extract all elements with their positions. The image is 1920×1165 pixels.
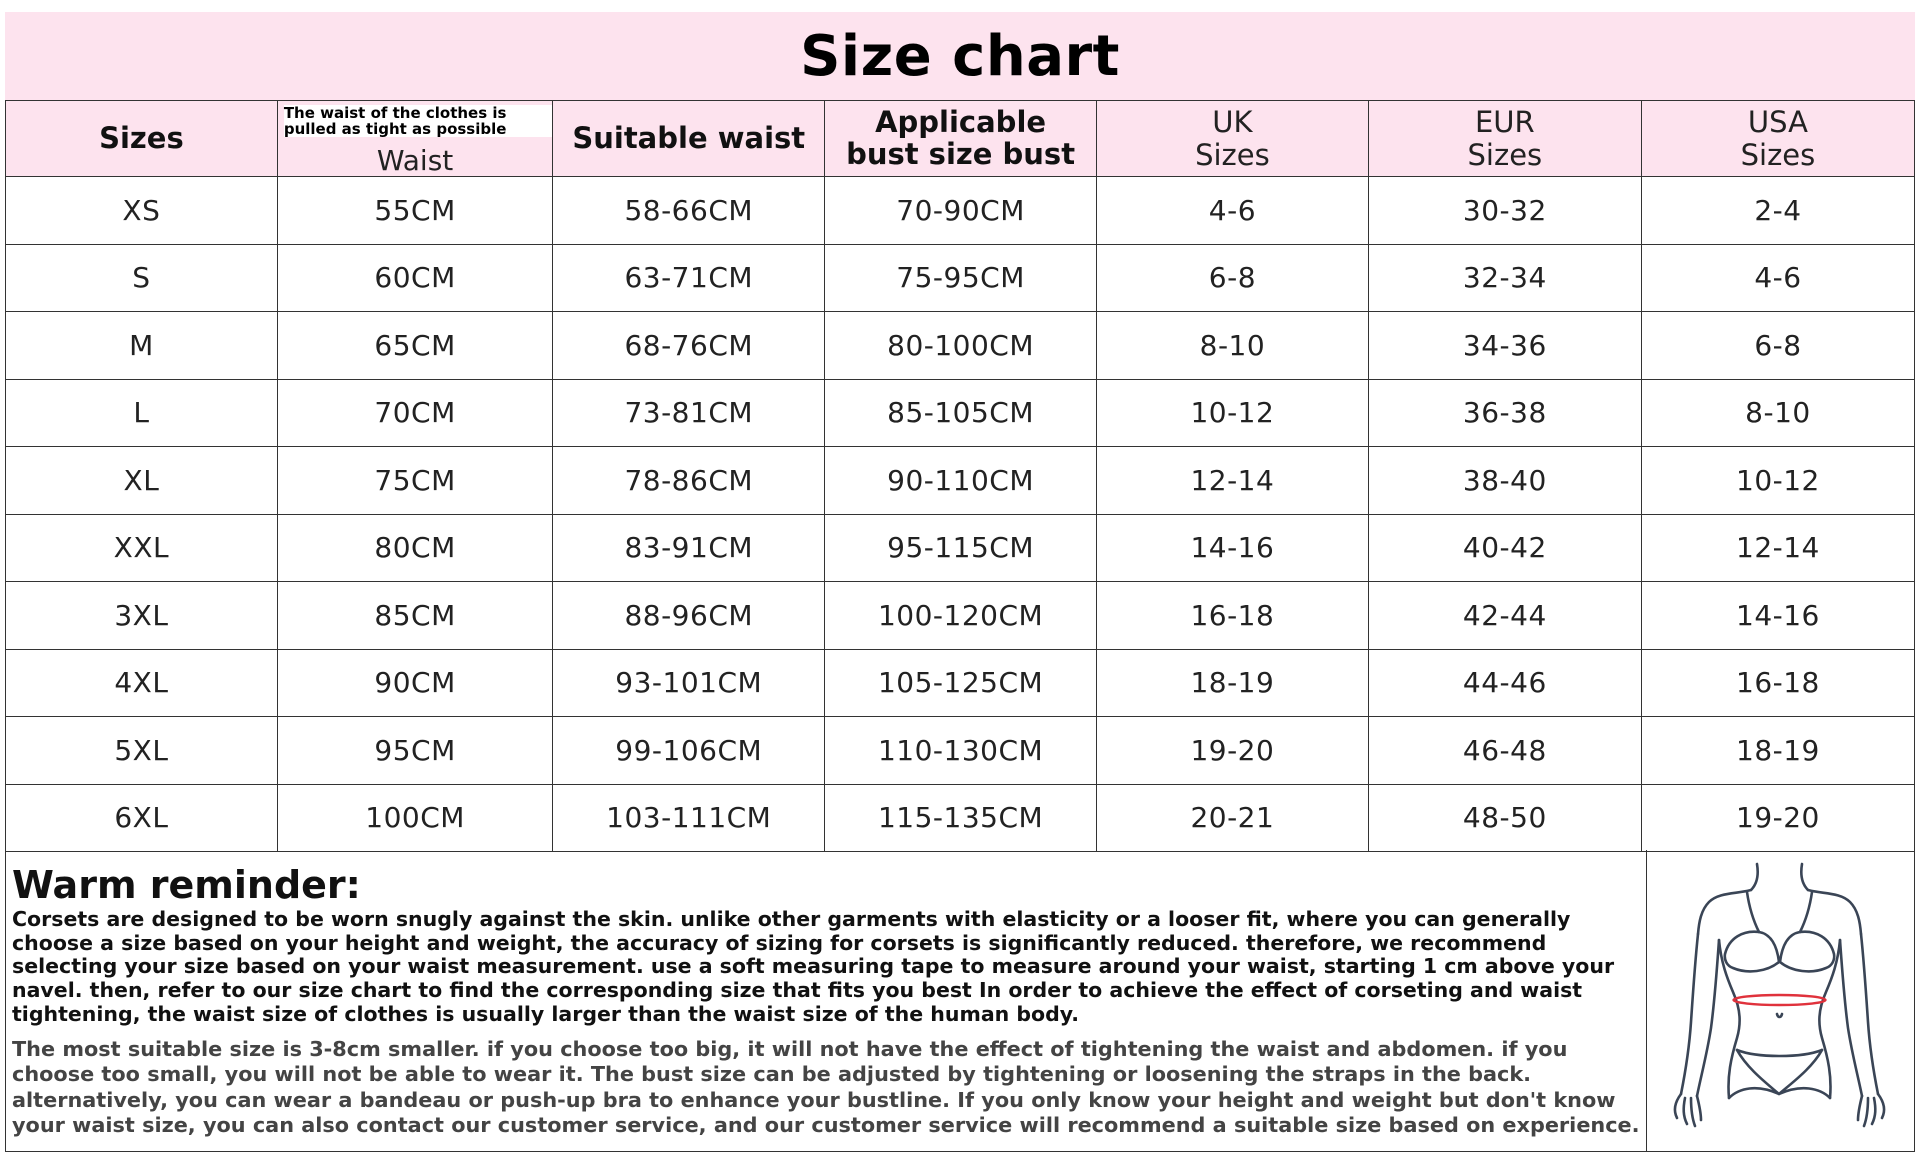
table-row — [6, 379, 1915, 447]
body-figure-panel — [1647, 850, 1915, 1152]
cell-uk: 19-20 — [1096, 717, 1368, 785]
cell-bust: 70-90CM — [825, 177, 1097, 245]
cell-waist: 90CM — [277, 649, 553, 717]
cell-size: 3XL — [6, 582, 278, 650]
cell-eur: 38-40 — [1368, 447, 1641, 515]
table-row — [6, 514, 1915, 582]
cell-bust: 90-110CM — [825, 447, 1097, 515]
header-bust-line2: bust size bust — [846, 136, 1076, 171]
table-row — [6, 177, 1915, 245]
cell-eur: 48-50 — [1368, 784, 1641, 852]
body-measurement-illustration-icon — [1667, 862, 1892, 1132]
table-row — [6, 717, 1915, 785]
header-waist — [277, 101, 553, 177]
cell-eur: 34-36 — [1368, 312, 1641, 380]
cell-uk: 10-12 — [1096, 379, 1368, 447]
cell-bust: 115-135CM — [825, 784, 1097, 852]
cell-size: S — [6, 244, 278, 312]
cell-usa: 4-6 — [1641, 244, 1914, 312]
cell-usa: 12-14 — [1641, 514, 1914, 582]
cell-usa: 16-18 — [1641, 649, 1914, 717]
cell-suitable-waist: 58-66CM — [553, 177, 825, 245]
cell-bust: 95-115CM — [825, 514, 1097, 582]
cell-size: 5XL — [6, 717, 278, 785]
header-sizes-label: Sizes — [99, 120, 184, 155]
cell-suitable-waist: 78-86CM — [553, 447, 825, 515]
header-sizes — [6, 101, 278, 177]
header-uk-line1: UK — [1212, 105, 1253, 140]
cell-usa: 14-16 — [1641, 582, 1914, 650]
header-eur-line2: Sizes — [1467, 137, 1543, 172]
header-usa — [1641, 101, 1914, 177]
cell-usa: 2-4 — [1641, 177, 1914, 245]
cell-usa: 6-8 — [1641, 312, 1914, 380]
warm-reminder-section — [5, 850, 1647, 1152]
cell-suitable-waist: 103-111CM — [553, 784, 825, 852]
cell-suitable-waist: 93-101CM — [553, 649, 825, 717]
table-row — [6, 447, 1915, 515]
header-uk-line2: Sizes — [1195, 137, 1270, 172]
header-waist-label: Waist — [376, 144, 454, 177]
cell-uk: 6-8 — [1096, 244, 1368, 312]
cell-waist: 55CM — [277, 177, 553, 245]
cell-usa: 8-10 — [1641, 379, 1914, 447]
cell-size: L — [6, 379, 278, 447]
cell-waist: 75CM — [277, 447, 553, 515]
header-eur — [1368, 101, 1641, 177]
cell-waist: 70CM — [277, 379, 553, 447]
title-bar — [5, 12, 1915, 100]
cell-size: XL — [6, 447, 278, 515]
cell-uk: 8-10 — [1096, 312, 1368, 380]
cell-waist: 60CM — [277, 244, 553, 312]
cell-eur: 36-38 — [1368, 379, 1641, 447]
reminder-heading: Warm reminder: — [12, 863, 361, 907]
cell-uk: 20-21 — [1096, 784, 1368, 852]
header-usa-line2: Sizes — [1740, 137, 1816, 172]
cell-usa: 18-19 — [1641, 717, 1914, 785]
cell-bust: 85-105CM — [825, 379, 1097, 447]
header-waist-note: The waist of the clothes is pulled as tight as possible — [284, 105, 553, 137]
cell-waist: 65CM — [277, 312, 553, 380]
cell-waist: 85CM — [277, 582, 553, 650]
cell-eur: 32-34 — [1368, 244, 1641, 312]
cell-eur: 42-44 — [1368, 582, 1641, 650]
cell-uk: 12-14 — [1096, 447, 1368, 515]
cell-size: 6XL — [6, 784, 278, 852]
cell-size: M — [6, 312, 278, 380]
cell-waist: 95CM — [277, 717, 553, 785]
table-header-row — [6, 101, 1915, 177]
cell-waist: 100CM — [277, 784, 553, 852]
table-row — [6, 312, 1915, 380]
table-row — [6, 582, 1915, 650]
header-uk — [1096, 101, 1368, 177]
cell-suitable-waist: 83-91CM — [553, 514, 825, 582]
table-row — [6, 649, 1915, 717]
cell-eur: 46-48 — [1368, 717, 1641, 785]
cell-suitable-waist: 73-81CM — [553, 379, 825, 447]
header-bust-line1: Applicable — [875, 104, 1047, 139]
cell-bust: 75-95CM — [825, 244, 1097, 312]
cell-uk: 18-19 — [1096, 649, 1368, 717]
cell-bust: 80-100CM — [825, 312, 1097, 380]
table-row — [6, 244, 1915, 312]
header-eur-line1: EUR — [1474, 105, 1535, 140]
cell-suitable-waist: 99-106CM — [553, 717, 825, 785]
cell-size: XXL — [6, 514, 278, 582]
header-bust — [825, 101, 1097, 177]
table-row — [6, 784, 1915, 852]
cell-uk: 16-18 — [1096, 582, 1368, 650]
cell-bust: 100-120CM — [825, 582, 1097, 650]
cell-eur: 40-42 — [1368, 514, 1641, 582]
cell-usa: 19-20 — [1641, 784, 1914, 852]
cell-waist: 80CM — [277, 514, 553, 582]
cell-usa: 10-12 — [1641, 447, 1914, 515]
cell-size: 4XL — [6, 649, 278, 717]
cell-eur: 44-46 — [1368, 649, 1641, 717]
reminder-paragraph-2: The most suitable size is 3-8cm smaller. if you choose too big, it will not have the effect of tightening the waist and abdomen. if you choose too small, you will not be able to wear it. The bust size can be adjusted by tightening or loosening the straps in the back. alternatively, you can wear a bandeau or push-up bra to enhance your bustline. If you only know your height and weight but don't know your waist size, you can also contact our customer service, and our customer service will recommend a suitable size based on experience. — [12, 1036, 1640, 1138]
cell-bust: 105-125CM — [825, 649, 1097, 717]
cell-size: XS — [6, 177, 278, 245]
header-suitable-waist-label: Suitable waist — [572, 120, 806, 155]
cell-suitable-waist: 63-71CM — [553, 244, 825, 312]
page-title: Size chart — [800, 23, 1120, 89]
size-table — [5, 100, 1915, 852]
cell-bust: 110-130CM — [825, 717, 1097, 785]
cell-eur: 30-32 — [1368, 177, 1641, 245]
reminder-paragraph-1: Corsets are designed to be worn snugly against the skin. unlike other garments with elasticity or a looser fit, where you can generally choose a size based on your height and weight, the accuracy of sizing for corsets is significantly reduced. therefore, we recommend selecting your size based on your waist measurement. use a soft measuring tape to measure around your waist, starting 1 cm above your navel. then, refer to our size chart to find the corresponding size that fits you best In order to achieve the effect of corseting and waist tightening, the waist size of clothes is usually larger than the waist size of the human body. — [12, 906, 1615, 1027]
cell-uk: 4-6 — [1096, 177, 1368, 245]
cell-suitable-waist: 68-76CM — [553, 312, 825, 380]
header-usa-line1: USA — [1747, 105, 1808, 140]
cell-uk: 14-16 — [1096, 514, 1368, 582]
cell-suitable-waist: 88-96CM — [553, 582, 825, 650]
header-suitable-waist — [553, 101, 825, 177]
